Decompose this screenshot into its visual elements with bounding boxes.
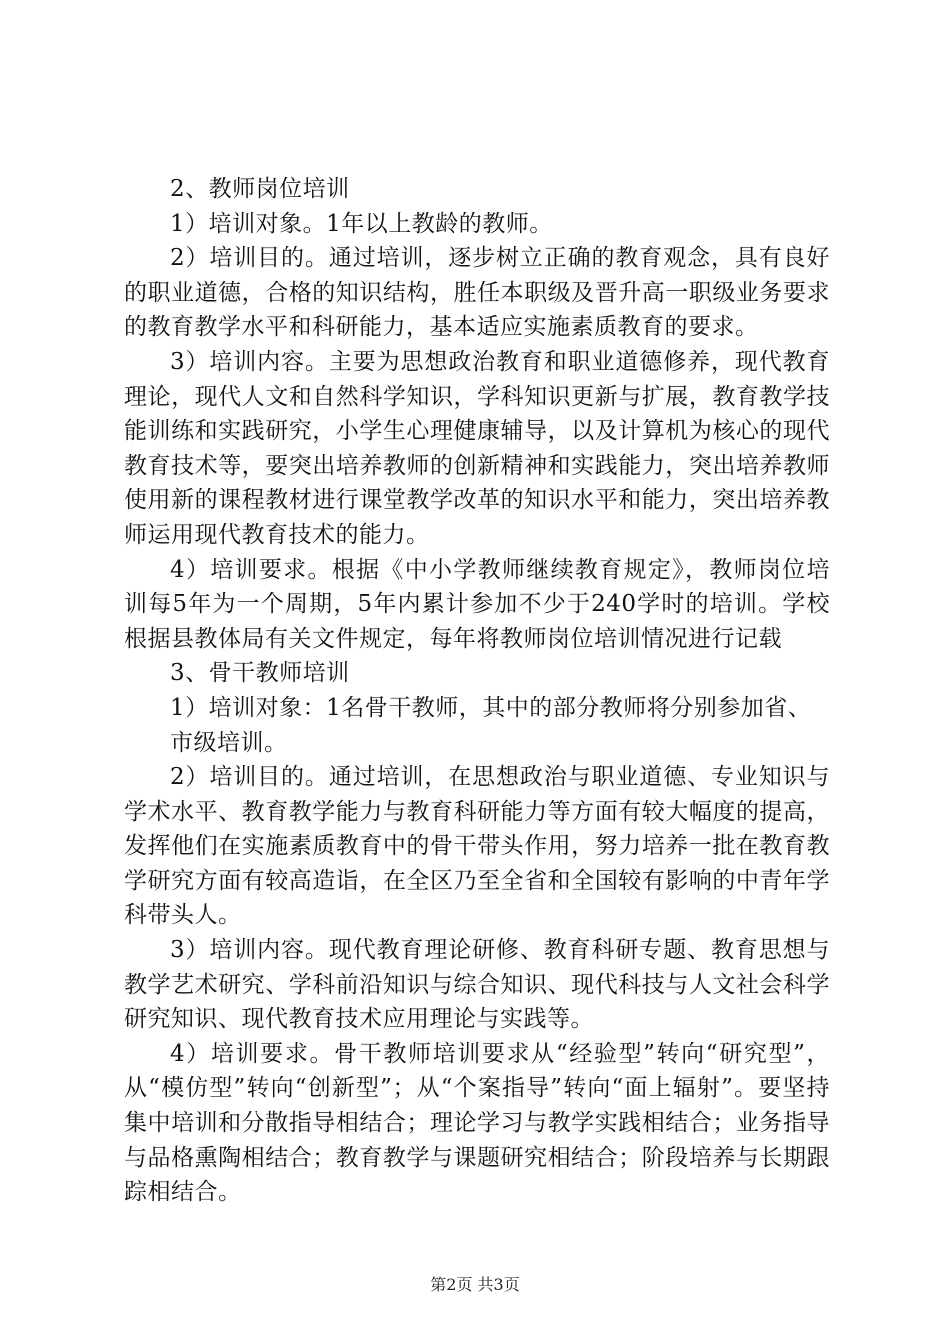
- paragraph-backbone-content: 3）培训内容。现代教育理论研修、教育科研专题、教育思想与教学艺术研究、学科前沿知识与综合知识、现代科技与人文社会科学研究知识、现代教育技术应用理论与实践等。: [124, 937, 830, 1033]
- document-body: [124, 172, 830, 1210]
- paragraph-backbone-target-cont: 市级培训。: [170, 729, 288, 756]
- paragraph-post-content: 3）培训内容。主要为思想政治教育和职业道德修养，现代教育理论，现代人文和自然科学知识，学科知识更新与扩展，教育教学技能训练和实践研究，小学生心理健康辅导，以及计算机为核心的现代教育技术等，要突出培养教师的创新精神和实践能力，突出培养教师使用新的课程教材进行课堂教学改革的知识水平和能力，突出培养教师运用现代教育技术的能力。: [124, 348, 830, 548]
- section-heading-backbone-training: 3、骨干教师培训: [170, 660, 350, 687]
- paragraph-backbone-target: 1）培训对象：1名骨干教师，其中的部分教师将分别参加省、: [170, 694, 812, 721]
- page-footer: 第2页 共3页: [430, 1275, 520, 1294]
- paragraph-backbone-requirements: 4）培训要求。骨干教师培训要求从“经验型”转向“研究型”，从“模仿型”转向“创新型”；从“个案指导”转向“面上辐射”。要坚持集中培训和分散指导相结合；理论学习与教学实践相结合；业务指导与品格熏陶相结合；教育教学与课题研究相结合；阶段培养与长期跟踪相结合。: [124, 1040, 830, 1206]
- paragraph-backbone-purpose: 2）培训目的。通过培训，在思想政治与职业道德、专业知识与学术水平、教育教学能力与教育科研能力等方面有较大幅度的提高，发挥他们在实施素质教育中的骨干带头作用，努力培养一批在教育教学研究方面有较高造诣，在全区乃至全省和全国较有影响的中青年学科带头人。: [124, 764, 830, 929]
- section-heading-post-training: 2、教师岗位培训: [170, 176, 350, 202]
- paragraph-post-target: 1）培训对象。1年以上教龄的教师。: [170, 210, 553, 237]
- paragraph-post-purpose: 2）培训目的。通过培训，逐步树立正确的教育观念，具有良好的职业道德，合格的知识结构，胜任本职级及晋升高一职级业务要求的教育教学水平和科研能力，基本适应实施素质教育的要求。: [124, 245, 830, 341]
- paragraph-post-requirements: 4）培训要求。根据《中小学教师继续教育规定》，教师岗位培训每5年为一个周期，5年内累计参加不少于240学时的培训。学校根据县教体局有关文件规定，每年将教师岗位培训情况进行记载: [124, 556, 830, 652]
